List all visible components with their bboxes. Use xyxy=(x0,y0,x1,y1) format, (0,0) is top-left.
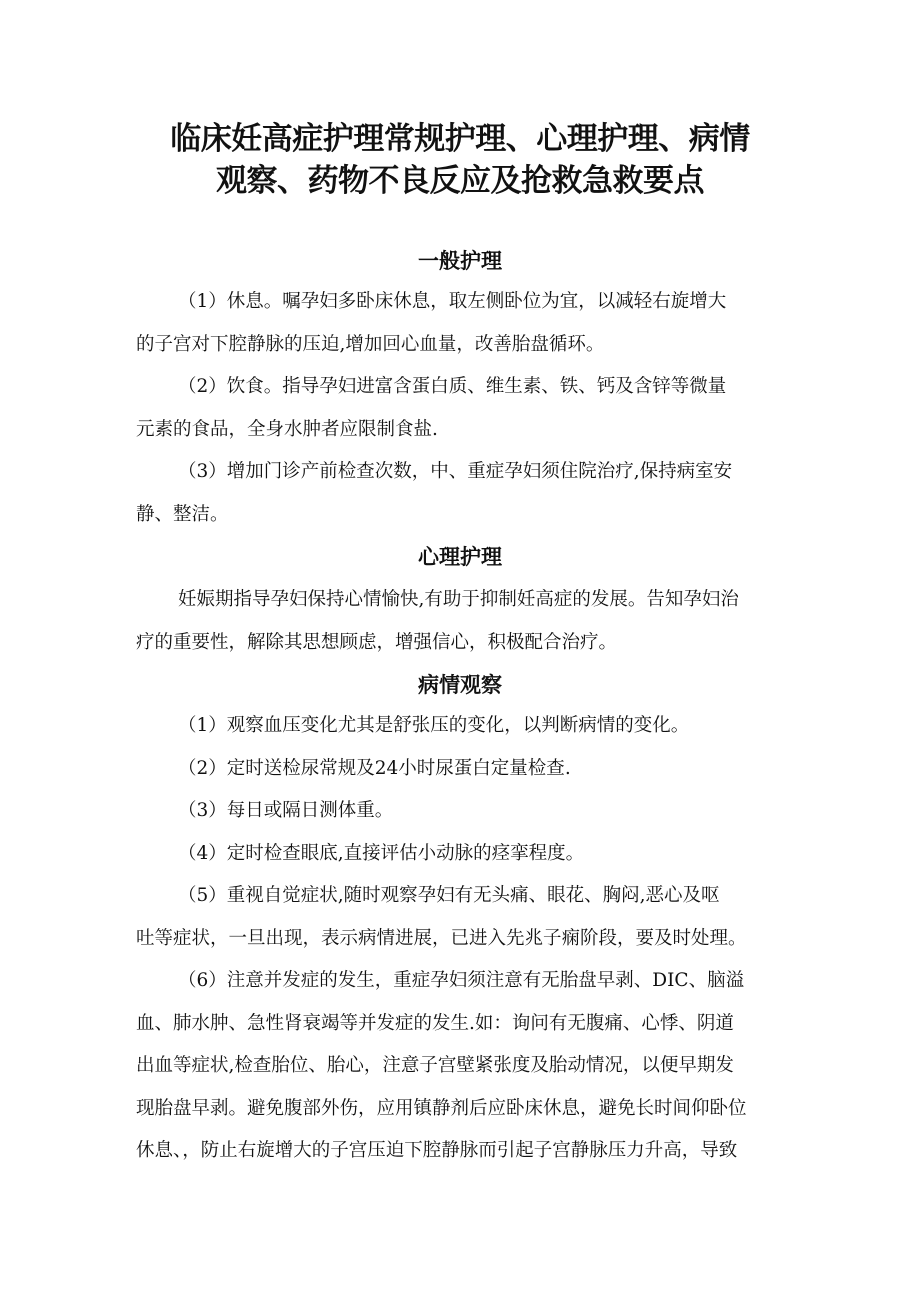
section-heading-general-care: 一般护理 xyxy=(418,249,502,273)
paragraph xyxy=(136,833,796,876)
document-title xyxy=(110,118,810,202)
text-line: 静、整洁。 xyxy=(136,503,229,525)
text-line: （2）饮食。指导孕妇进富含蛋白质、维生素、铁、钙及含锌等微量 xyxy=(178,376,727,397)
paragraph xyxy=(136,748,796,791)
text-line: 元素的食品，全身水肿者应限制食盐. xyxy=(136,418,438,440)
paragraph xyxy=(136,281,796,366)
text-line: （2）定时送检尿常规及24小时尿蛋白定量检查. xyxy=(178,758,571,779)
paragraph xyxy=(136,579,796,664)
section-heading-psychological-care: 心理护理 xyxy=(418,545,502,569)
paragraph xyxy=(136,790,796,833)
text-line: 妊娠期指导孕妇保持心情愉快,有助于抑制妊高症的发展。告知孕妇治 xyxy=(178,589,739,610)
paragraph xyxy=(136,705,796,748)
paragraph xyxy=(136,366,796,451)
text-line: 休息、，防止右旋增大的子宫压迫下腔静脉而引起子宫静脉压力升高，导致 xyxy=(136,1140,738,1161)
text-line: 的子宫对下腔静脉的压迫,增加回心血量，改善胎盘循环。 xyxy=(136,333,605,355)
paragraph xyxy=(136,960,796,1173)
text-line: 现胎盘早剥。避免腹部外伤，应用镇静剂后应卧床休息，避免长时间仰卧位 xyxy=(136,1097,747,1119)
text-line: 疗的重要性，解除其思想顾虑，增强信心，积极配合治疗。 xyxy=(136,631,618,653)
text-line: （6）注意并发症的发生，重症孕妇须注意有无胎盘早剥、DIC、脑溢 xyxy=(178,970,745,991)
title-line: 观察、药物不良反应及抢救急救要点 xyxy=(216,163,704,199)
text-line: （5）重视自觉症状,随时观察孕妇有无头痛、眼花、胸闷,恶心及呕 xyxy=(178,885,720,906)
text-line: （1）观察血压变化尤其是舒张压的变化，以判断病情的变化。 xyxy=(178,715,690,736)
title-line: 临床妊高症护理常规护理、心理护理、病情 xyxy=(170,121,750,157)
section-heading-condition-observation: 病情观察 xyxy=(418,673,502,697)
text-line: 吐等症状，一旦出现，表示病情进展，已进入先兆子痫阶段，要及时处理。 xyxy=(136,927,747,949)
text-line: （4）定时检查眼底,直接评估小动脉的痉挛程度。 xyxy=(178,843,585,864)
text-line: 血、肺水肿、急性肾衰竭等并发症的发生.如：询问有无腹痛、心悸、阴道 xyxy=(136,1012,734,1034)
text-line: （3）增加门诊产前检查次数，中、重症孕妇须住院治疗,保持病室安 xyxy=(178,461,733,482)
paragraph xyxy=(136,875,796,960)
paragraph xyxy=(136,451,796,536)
text-line: （3）每日或隔日测体重。 xyxy=(178,800,394,821)
text-line: （1）休息。嘱孕妇多卧床休息，取左侧卧位为宜，以减轻右旋增大 xyxy=(178,291,727,312)
text-line: 出血等症状,检查胎位、胎心，注意子宫壁紧张度及胎动情况，以便早期发 xyxy=(136,1055,734,1076)
